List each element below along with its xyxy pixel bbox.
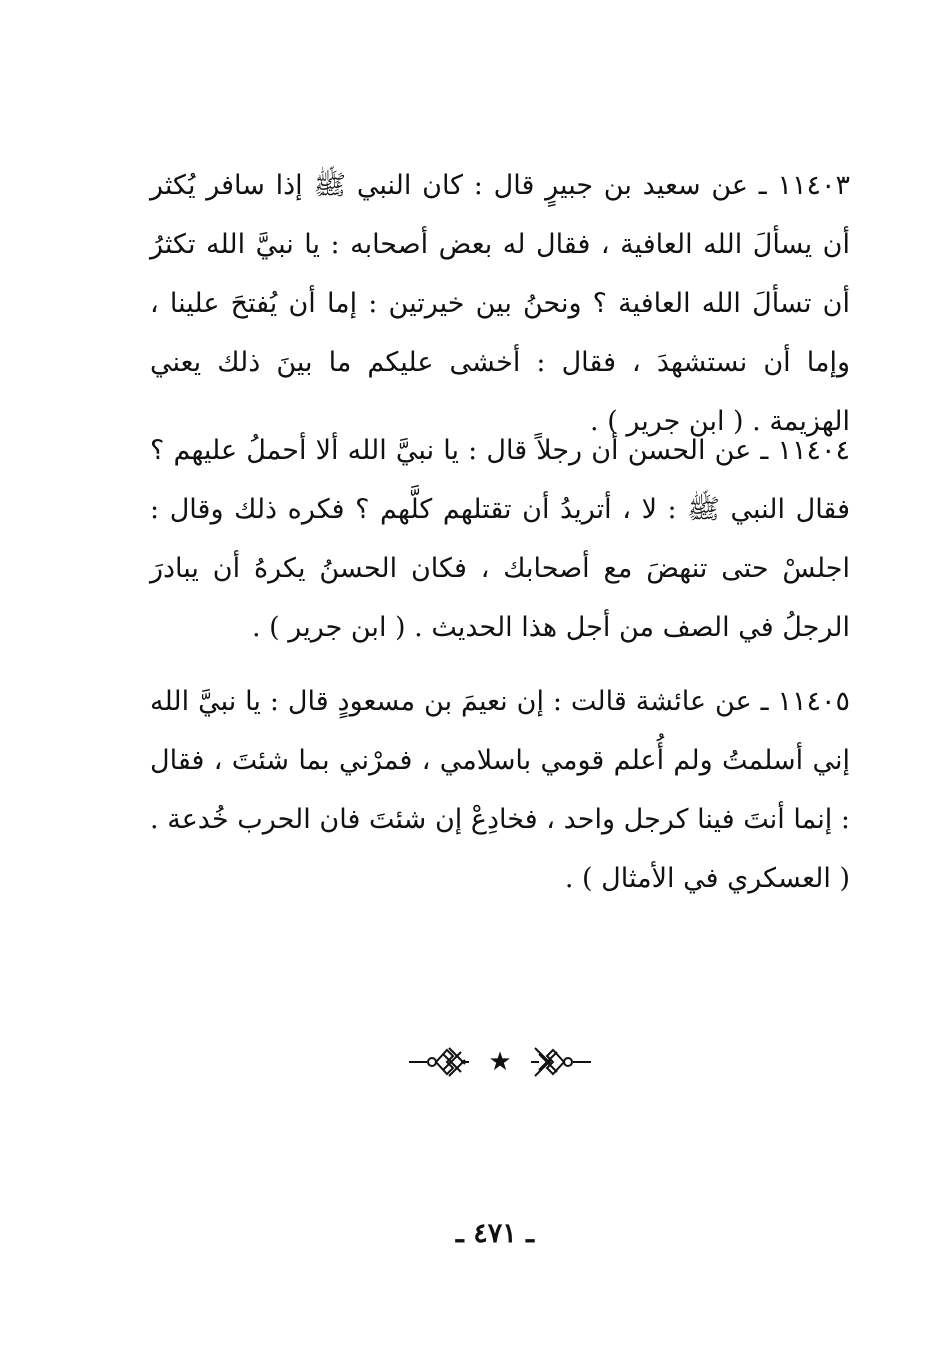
right-flourish-icon [531,1048,591,1076]
page-number: ـ ٤٧١ ـ [455,1218,535,1249]
hadith-text: ١١٤٠٣ ـ عن سعيد بن جبيرٍ قال : كان النبي ﷺ إذا سافر يُكثر أن يسألَ الله العافية ، فقال له بعض أصحابه : يا نبيَّ الله تكثرُ أن تسألَ الله العافية ؟ ونحنُ بين خيرتين : إما أن يُفتحَ علينا ، وإما أن نستشهدَ ، فقال : أخشى عليكم ما بينَ ذلك يعني الهزيمة . ( ابن جرير ) . [150,170,850,437]
hadith-entry-11403 [150,156,850,451]
star-icon: ★ [488,1047,512,1077]
left-flourish-icon [409,1048,469,1076]
hadith-entry-11405 [150,672,850,908]
ornament-graphic [405,1042,595,1082]
hadith-text: ١١٤٠٤ ـ عن الحسن أن رجلاً قال : يا نبيَّ الله ألا أحملُ عليهم ؟ فقال النبي ﷺ : لا ، أتريدُ أن تقتلهم كلَّهم ؟ فكره ذلك وقال : اجلسْ حتى تنهضَ مع أصحابك ، فكان الحسنُ يكرهُ أن يبادرَ الرجلُ في الصف من أجل هذا الحديث . ( ابن جرير ) . [150,435,850,643]
decorative-divider-icon [405,1042,595,1082]
hadith-entry-11404 [150,421,850,657]
hadith-text: ١١٤٠٥ ـ عن عائشة قالت : إن نعيمَ بن مسعودٍ قال : يا نبيَّ الله إني أسلمتُ ولم أُعلم قومي باسلامي ، فمرْني بما شئتَ ، فقال : إنما أنتَ فينا كرجل واحد ، فخادِعْ إن شئتَ فان الحرب خُدعة . ( العسكري في الأمثال ) . [150,686,850,894]
